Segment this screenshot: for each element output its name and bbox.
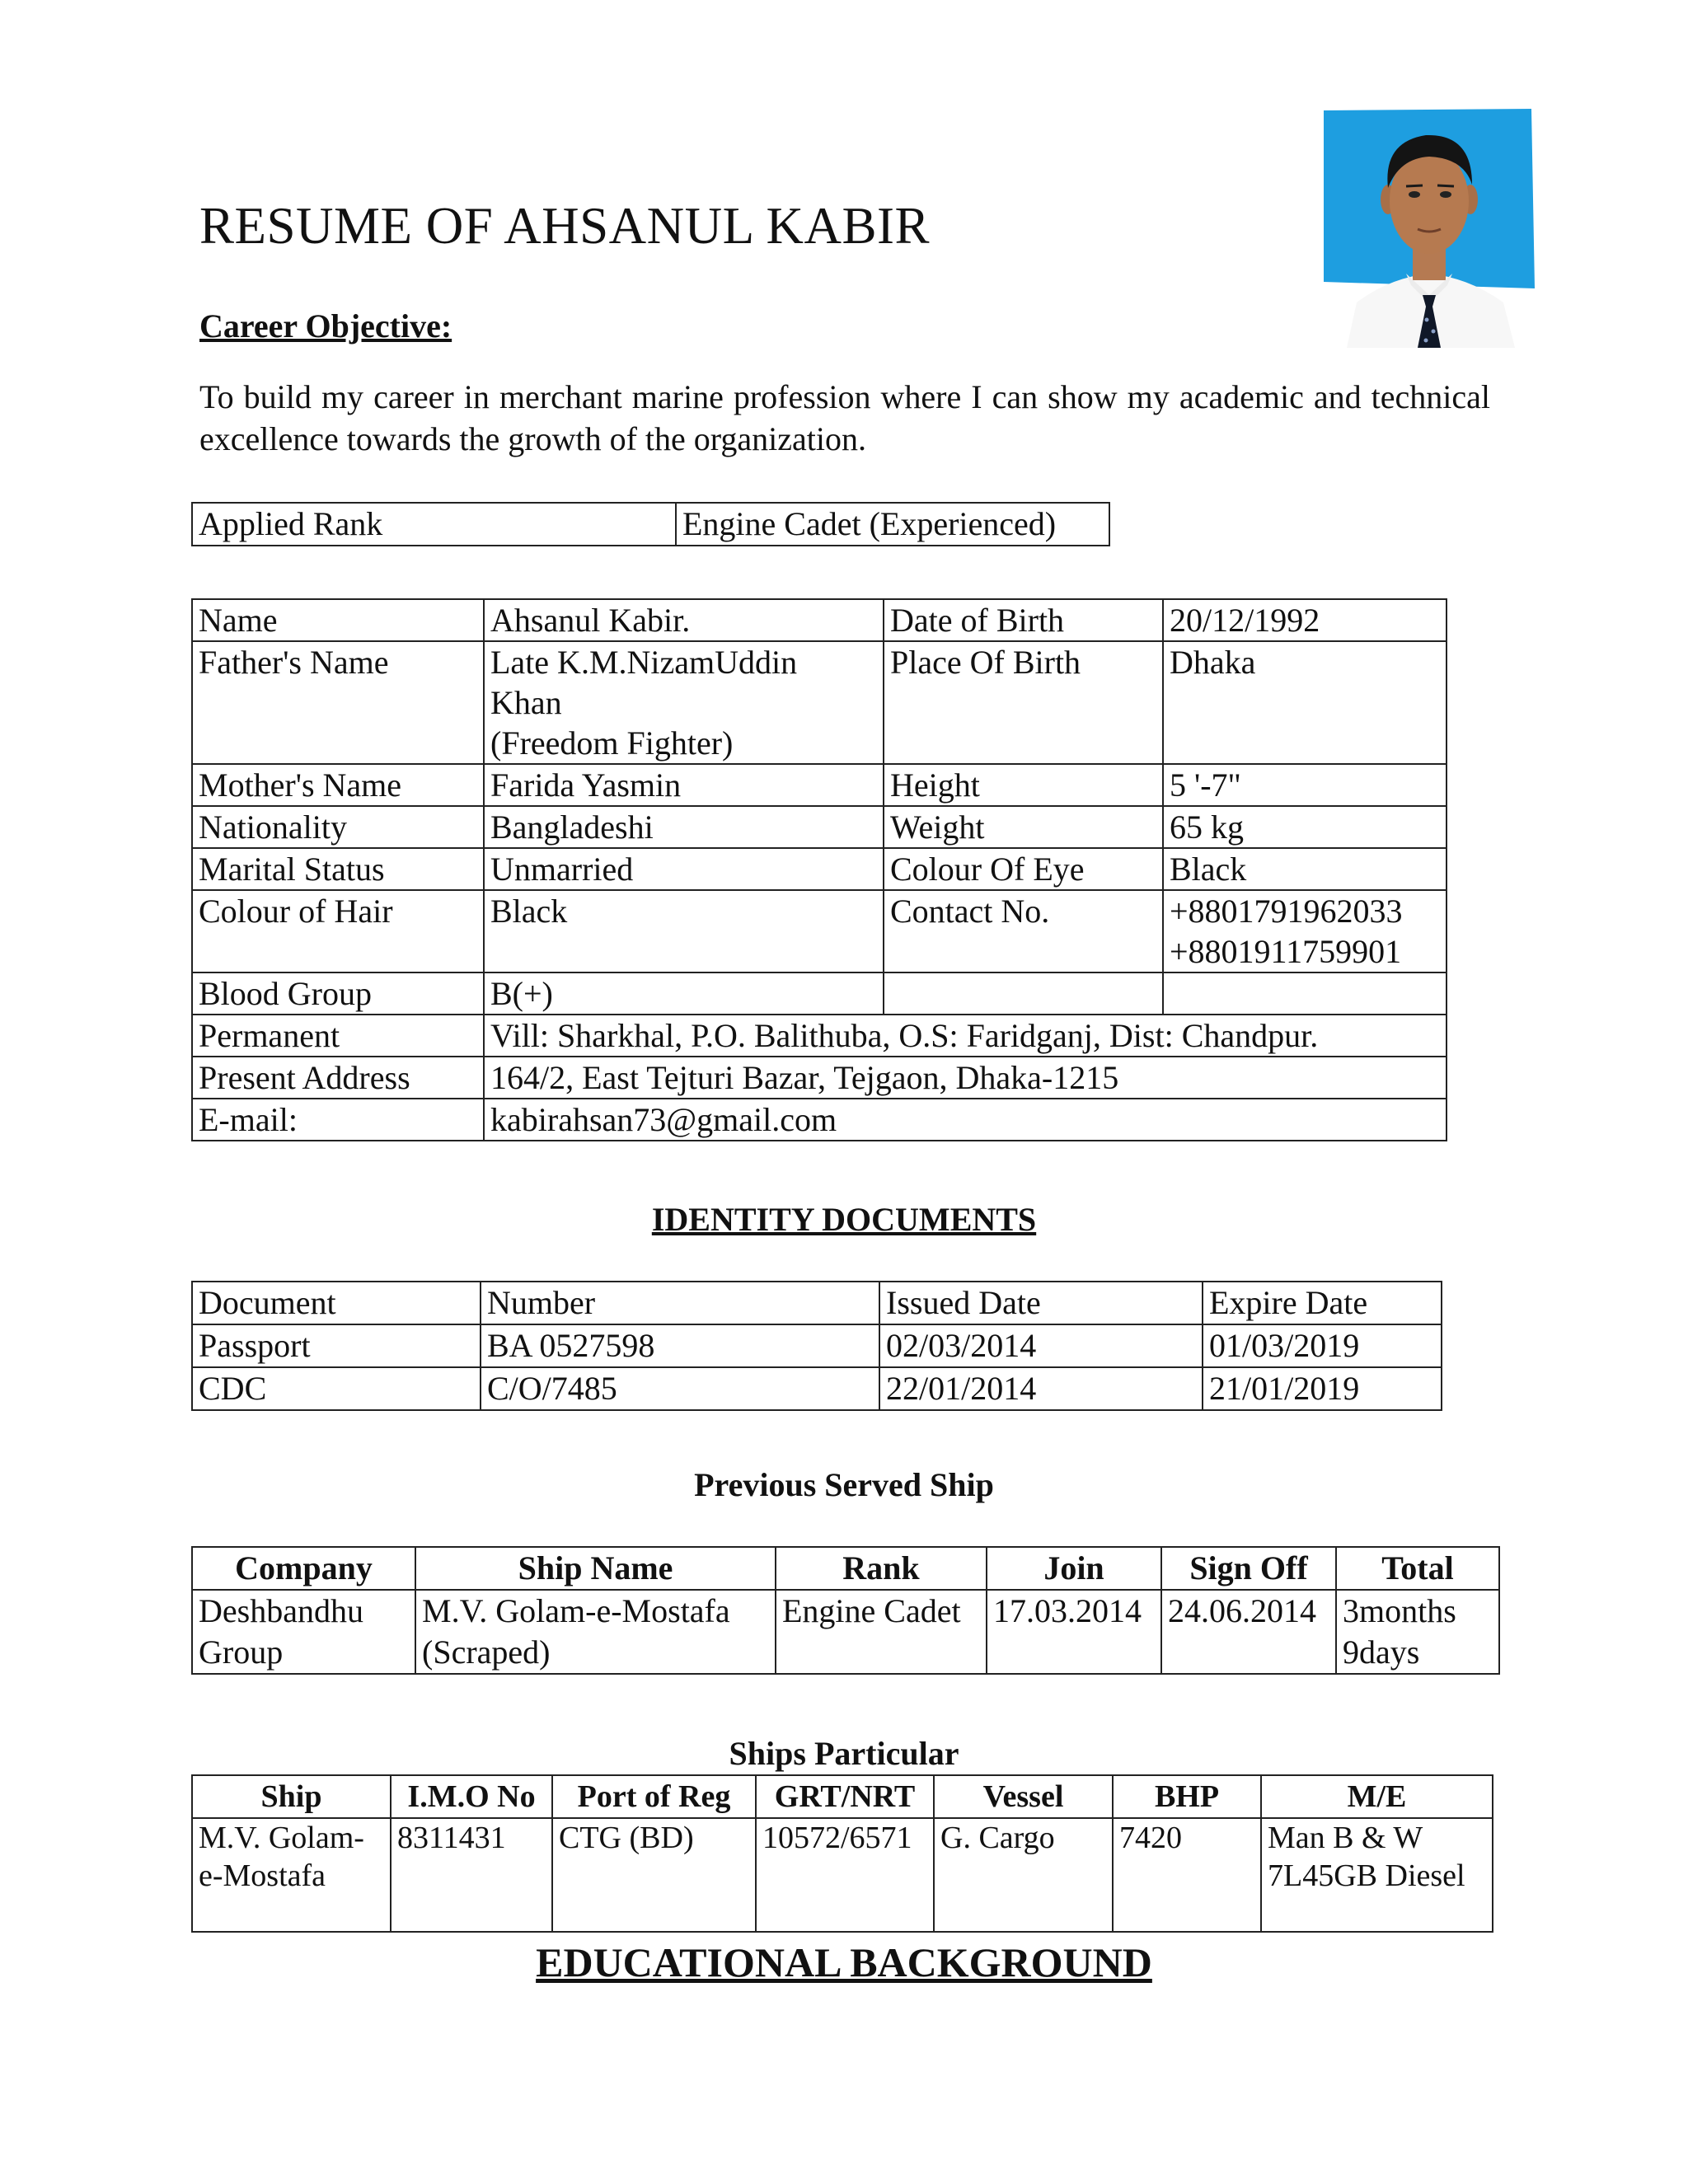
mother-value: Farida Yasmin: [484, 764, 884, 806]
rank-cell: Engine Cadet: [776, 1590, 987, 1674]
mother-label: Mother's Name: [192, 764, 484, 806]
permanent-label: Permanent: [192, 1015, 484, 1057]
blood-label: Blood Group: [192, 972, 484, 1015]
table-row: [192, 848, 1447, 890]
column-header: Issued Date: [879, 1282, 1203, 1324]
empty-cell: [1163, 972, 1447, 1015]
career-objective-heading: Career Objective:: [199, 307, 452, 344]
ship-cell: [192, 1818, 391, 1932]
career-objective-text: To build my career in merchant marine profession where I can show my academic and technical excellence towards the growth of the organization.: [199, 378, 1490, 457]
column-header: Document: [192, 1282, 481, 1324]
signoff-cell: 24.06.2014: [1161, 1590, 1336, 1674]
applied-rank-value: Engine Cadet (Experienced): [676, 503, 1109, 546]
column-header: Vessel: [934, 1775, 1113, 1818]
profile-photo: [1324, 109, 1535, 348]
table-row: [192, 806, 1447, 848]
contact-number-1: +8801791962033: [1170, 893, 1403, 930]
educational-background-heading: EDUCATIONAL BACKGROUND: [536, 1939, 1152, 1985]
table-header-row: [192, 1547, 1499, 1590]
total-line: 3months: [1343, 1592, 1456, 1629]
table-header-row: [192, 1282, 1442, 1324]
vessel-cell: G. Cargo: [934, 1818, 1113, 1932]
marital-label: Marital Status: [192, 848, 484, 890]
column-header: Sign Off: [1161, 1547, 1336, 1590]
present-address-label: Present Address: [192, 1057, 484, 1099]
column-header: GRT/NRT: [756, 1775, 934, 1818]
column-header: Company: [192, 1547, 415, 1590]
contact-label: Contact No.: [884, 890, 1163, 972]
column-header: Port of Reg: [552, 1775, 756, 1818]
issued-date: 02/03/2014: [879, 1324, 1203, 1367]
ship-name-line: M.V. Golam-e-Mostafa: [422, 1592, 730, 1629]
issued-date: 22/01/2014: [879, 1367, 1203, 1410]
personal-info-table: [191, 598, 1447, 1141]
hair-label: Colour of Hair: [192, 890, 484, 972]
eye-label: Colour Of Eye: [884, 848, 1163, 890]
column-header: M/E: [1261, 1775, 1493, 1818]
table-row: [192, 972, 1447, 1015]
column-header: BHP: [1113, 1775, 1261, 1818]
company-line: Deshbandhu: [199, 1592, 363, 1629]
father-value: [484, 641, 884, 764]
main-engine-cell: [1261, 1818, 1493, 1932]
eye-value: Black: [1163, 848, 1447, 890]
nationality-value: Bangladeshi: [484, 806, 884, 848]
dob-value: 20/12/1992: [1163, 599, 1447, 641]
document-type: Passport: [192, 1324, 481, 1367]
bhp-cell: 7420: [1113, 1818, 1261, 1932]
document-number: C/O/7485: [481, 1367, 879, 1410]
port-cell: CTG (BD): [552, 1818, 756, 1932]
ship-name-cell: [415, 1590, 776, 1674]
join-cell: 17.03.2014: [987, 1590, 1161, 1674]
table-row: [192, 1057, 1447, 1099]
nationality-label: Nationality: [192, 806, 484, 848]
total-line: 9days: [1343, 1633, 1420, 1671]
name-value: Ahsanul Kabir.: [484, 599, 884, 641]
table-row: [192, 641, 1447, 764]
company-cell: [192, 1590, 415, 1674]
email-label: E-mail:: [192, 1099, 484, 1141]
table-row: [192, 1324, 1442, 1367]
table-row: [192, 1367, 1442, 1410]
table-row: [192, 1818, 1493, 1932]
ship-line: M.V. Golam-: [199, 1821, 364, 1855]
applied-rank-label: Applied Rank: [192, 503, 676, 546]
contact-value: [1163, 890, 1447, 972]
applied-rank-table: [191, 502, 1110, 546]
ships-particular-table: [191, 1774, 1493, 1933]
table-row: [192, 764, 1447, 806]
father-line-3: (Freedom Fighter): [490, 724, 734, 762]
ship-line: e-Mostafa: [199, 1858, 326, 1893]
identity-documents-table: [191, 1281, 1442, 1411]
marital-value: Unmarried: [484, 848, 884, 890]
father-label: Father's Name: [192, 641, 484, 764]
father-line-1: Late K.M.NizamUddin: [490, 644, 798, 681]
main-engine-line: 7L45GB Diesel: [1268, 1858, 1465, 1893]
column-header: Total: [1336, 1547, 1499, 1590]
document-type: CDC: [192, 1367, 481, 1410]
father-line-2: Khan: [490, 684, 562, 721]
ship-name-line: (Scraped): [422, 1633, 551, 1671]
document-number: BA 0527598: [481, 1324, 879, 1367]
column-header: Expire Date: [1203, 1282, 1442, 1324]
pob-value: Dhaka: [1163, 641, 1447, 764]
hair-value: Black: [484, 890, 884, 972]
contact-number-2: +8801911759901: [1170, 933, 1402, 970]
company-line: Group: [199, 1633, 284, 1671]
table-row: [192, 1015, 1447, 1057]
column-header: Number: [481, 1282, 879, 1324]
column-header: I.M.O No: [391, 1775, 552, 1818]
ships-particular-heading: Ships Particular: [729, 1735, 959, 1772]
table-row: [192, 599, 1447, 641]
column-header: Rank: [776, 1547, 987, 1590]
empty-cell: [884, 972, 1163, 1015]
imo-cell: 8311431: [391, 1818, 552, 1932]
table-row: [192, 890, 1447, 972]
weight-value: 65 kg: [1163, 806, 1447, 848]
weight-label: Weight: [884, 806, 1163, 848]
expire-date: 01/03/2019: [1203, 1324, 1442, 1367]
table-row: [192, 1099, 1447, 1141]
column-header: Ship Name: [415, 1547, 776, 1590]
name-label: Name: [192, 599, 484, 641]
email-value: kabirahsan73@gmail.com: [484, 1099, 1447, 1141]
blood-value: B(+): [484, 972, 884, 1015]
table-header-row: [192, 1775, 1493, 1818]
previous-served-ship-heading: Previous Served Ship: [694, 1466, 994, 1503]
table-row: [192, 503, 1109, 546]
main-engine-line: Man B & W: [1268, 1821, 1423, 1855]
present-address-value: 164/2, East Tejturi Bazar, Tejgaon, Dhaka-1215: [484, 1057, 1447, 1099]
table-row: [192, 1590, 1499, 1674]
previous-ship-table: [191, 1546, 1500, 1675]
total-cell: [1336, 1590, 1499, 1674]
height-value: 5 '-7": [1163, 764, 1447, 806]
identity-documents-heading: IDENTITY DOCUMENTS: [651, 1201, 1037, 1238]
pob-label: Place Of Birth: [884, 641, 1163, 764]
grt-cell: 10572/6571: [756, 1818, 934, 1932]
page-title: RESUME OF AHSANUL KABIR: [199, 197, 931, 255]
expire-date: 21/01/2019: [1203, 1367, 1442, 1410]
dob-label: Date of Birth: [884, 599, 1163, 641]
permanent-value: Vill: Sharkhal, P.O. Balithuba, O.S: Faridganj, Dist: Chandpur.: [484, 1015, 1447, 1057]
column-header: Join: [987, 1547, 1161, 1590]
height-label: Height: [884, 764, 1163, 806]
column-header: Ship: [192, 1775, 391, 1818]
